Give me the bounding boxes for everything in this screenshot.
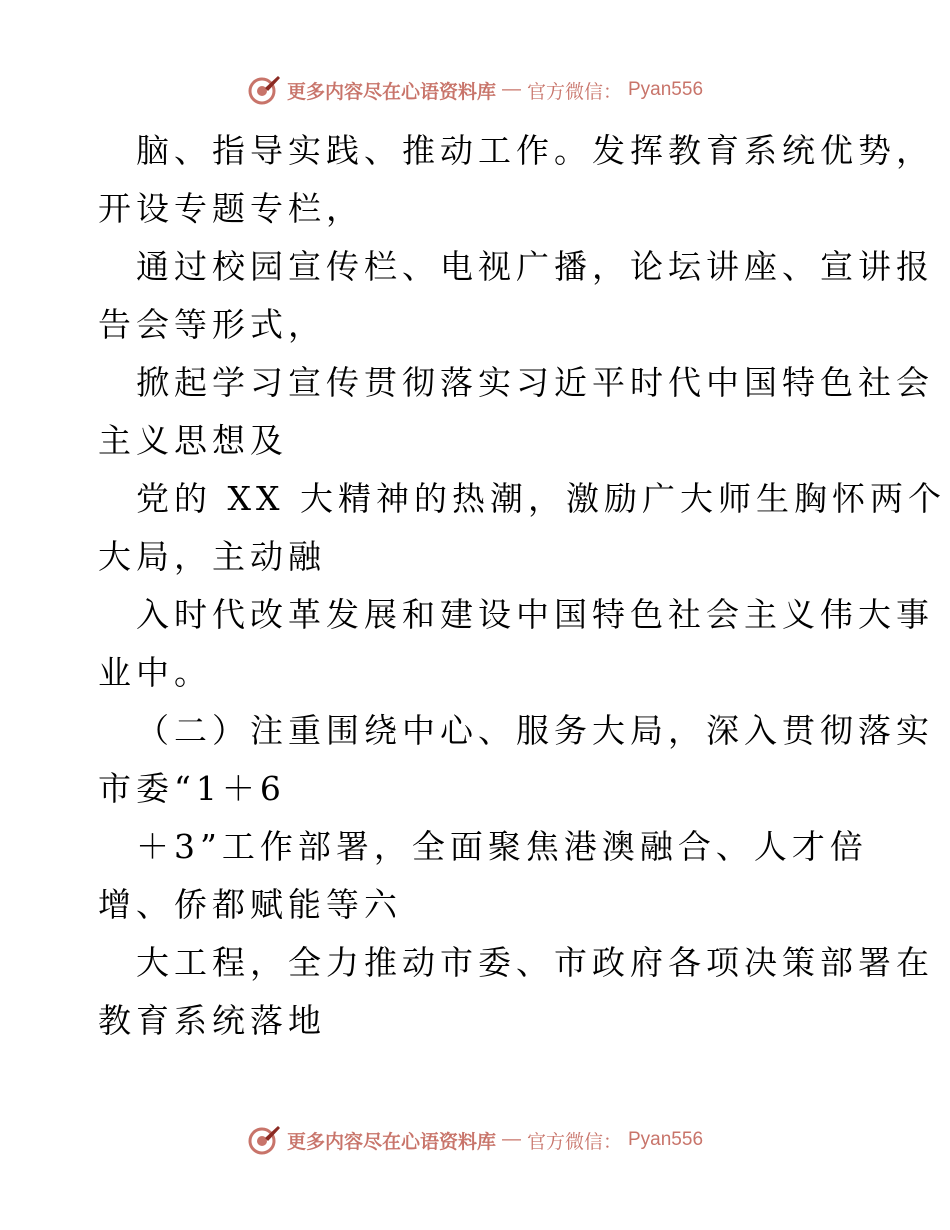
body-line: 教育系统落地 (98, 1001, 326, 1040)
banner-dash: — (501, 1129, 521, 1150)
banner (247, 1123, 703, 1157)
body-line: （二）注重围绕中心、服务大局，深入贯彻落实 (136, 711, 934, 750)
body-line: 大局，主动融 (98, 537, 326, 576)
header-banner (0, 70, 950, 110)
body-line: 市委“1＋6 (98, 769, 286, 808)
banner-dash: — (501, 79, 521, 100)
pen-logo-icon (247, 1123, 281, 1157)
banner-wechat-label: 官方微信： (526, 1130, 622, 1153)
banner-title: 更多内容尽在心语资料库 (286, 1130, 496, 1153)
body-line: 掀起学习宣传贯彻落实习近平时代中国特色社会 (136, 363, 934, 402)
body-line: 业中。 (98, 653, 212, 692)
banner-title: 更多内容尽在心语资料库 (286, 80, 496, 103)
body-line: 主义思想及 (98, 421, 288, 460)
banner-wechat-label: 官方微信： (526, 80, 622, 103)
banner-wechat-id: Pyan556 (628, 1129, 704, 1150)
body-line: 入时代改革发展和建设中国特色社会主义伟大事 (136, 595, 934, 634)
document-body (98, 122, 946, 1050)
body-line: ＋3”工作部署，全面聚焦港澳融合、人才倍 (136, 827, 868, 866)
banner-wechat-id: Pyan556 (628, 79, 704, 100)
body-line: 增、侨都赋能等六 (98, 885, 402, 924)
body-line: 通过校园宣传栏、电视广播，论坛讲座、宣讲报 (136, 247, 934, 286)
body-line: 脑、指导实践、推动工作。发挥教育系统优势， (136, 131, 934, 170)
body-line: 开设专题专栏， (98, 189, 364, 228)
body-line: 告会等形式， (98, 305, 326, 344)
body-line: 党的 XX 大精神的热潮，激励广大师生胸怀两个 (136, 479, 946, 518)
footer-banner (0, 1120, 950, 1160)
body-line: 大工程，全力推动市委、市政府各项决策部署在 (136, 943, 934, 982)
pen-logo-icon (247, 73, 281, 107)
banner (247, 73, 703, 107)
